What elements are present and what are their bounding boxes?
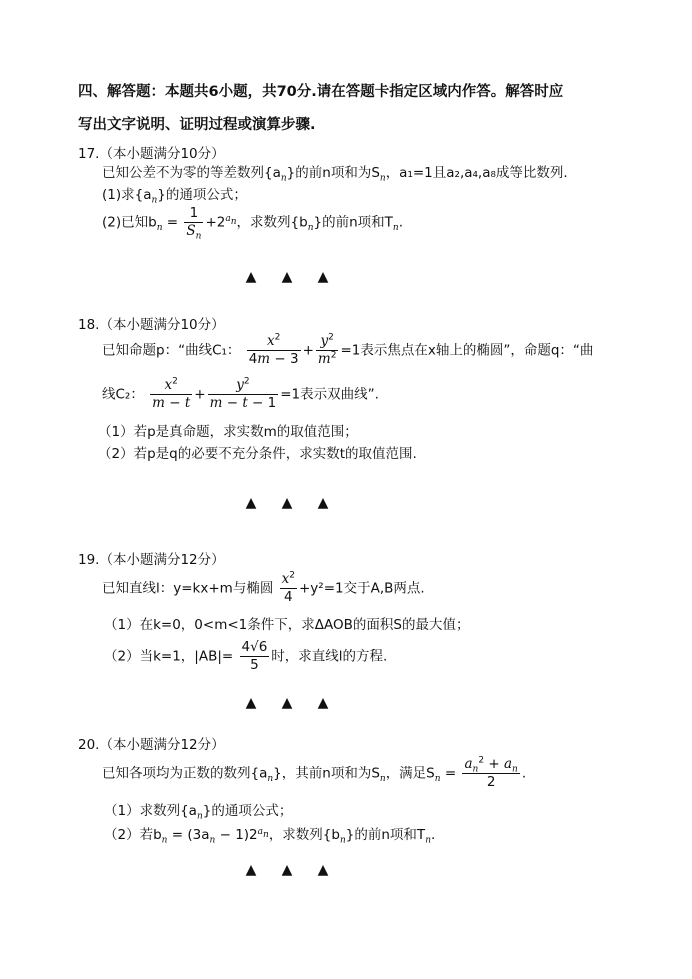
q20-part1: （1）求数列$\{a_n\}$的通项公式；: [104, 803, 293, 822]
q20-line1: 已知各项均为正数的数列$\{a_n\}$，其前n项和为$S_n$，满足$S_n$ = $\frac{a_n^2 + a_n}{2}$ .: [102, 755, 527, 790]
triangle-icon: ▲: [281, 695, 293, 711]
q19-fraction: $\frac{x^2}{4}$: [281, 570, 295, 605]
triangle-icon: ▲: [245, 695, 257, 711]
q20-fraction: $\frac{a_n^2 + a_n}{2}$: [464, 755, 518, 790]
triangle-icon: ▲: [281, 862, 293, 878]
q19-fraction-ab: $\frac{4√6}{5}$: [241, 639, 268, 673]
q17-part1-tail: }的通项公式；: [157, 187, 247, 203]
q17-stem-text: 已知公差不为零的等差数列{a: [102, 165, 281, 181]
q18-line1-tail: =1表示焦点在x轴上的椭圆”，命题q：“曲: [340, 342, 594, 359]
q20-part1-tail: }的通项公式；: [202, 803, 293, 819]
triangle-icon: ▲: [281, 495, 293, 511]
section-heading-line2: 写出文字说明、证明过程或演算步骤.: [78, 117, 316, 133]
q18-part1: （1）若p是真命题，求实数m的取值范围；: [98, 424, 358, 440]
q20-part2-e: }的前n项和T: [345, 827, 426, 843]
q17-part1: (1)求$\{a_n\}$的通项公式；: [102, 187, 247, 206]
q17-fraction: $\frac{1}{S_n}$: [186, 205, 202, 242]
q20-line1-cond: ，满足S: [385, 765, 435, 782]
q19-separator: [233, 695, 341, 711]
q19-part2-text: （2）当k=1，|AB|=: [104, 648, 234, 665]
q18-fraction-y: $\frac{y^2}{m^2}$: [317, 332, 337, 367]
q17-part2: (2)已知$b_n$ = $\frac{1}{S_n}$ $+2^{a_n}$，求数列$\{b_n\}$的前n项和$T_n$.: [102, 205, 403, 242]
q18-line1: 已知命题p：“曲线C₁： $\frac{x^2}{4m - 3}$ + $\frac{y^2}{m^2}$ =1表示焦点在x轴上的椭圆”，命题q：“曲: [102, 332, 594, 367]
q20-part1-text: （1）求数列{a: [104, 803, 197, 819]
q18-line2-text: 线C₂：: [102, 386, 144, 403]
q18-line2-tail: =1表示双曲线”.: [280, 386, 379, 403]
q20-part2-b: = (3a: [167, 827, 210, 843]
q18-fraction-y2: $\frac{y^2}{m - t - 1}$: [209, 376, 277, 411]
triangle-icon: ▲: [245, 495, 257, 511]
q17-part2-end: .: [398, 214, 403, 231]
q18-part2: （2）若p是q的必要不充分条件，求实数t的取值范围.: [98, 446, 417, 462]
q20-header: 20.（本小题满分12分）: [78, 737, 225, 753]
q17-part2-mid: ，求数列{b: [236, 214, 308, 231]
triangle-icon: ▲: [317, 862, 329, 878]
triangle-icon: ▲: [317, 495, 329, 511]
q17-part2-text: (2)已知b: [102, 214, 157, 231]
q17-part1-text: (1)求{a: [102, 187, 152, 203]
q19-line1-text: 已知直线l：y=kx+m与椭圆: [102, 580, 274, 597]
q18-fraction-x: $\frac{x^2}{4m - 3}$: [248, 332, 299, 367]
q17-stem-tail: }的前n项和为S: [286, 165, 380, 181]
q17-separator: [233, 269, 341, 285]
q20-separator: [233, 862, 341, 878]
q20-line1-eq: =: [440, 765, 461, 782]
q18-separator: [233, 495, 341, 511]
q17-header: 17.（本小题满分10分）: [78, 146, 225, 162]
q20-line1-mid: }，其前n项和为S: [273, 765, 380, 782]
section-heading-line1: 四、解答题：本题共6小题，共70分.请在答题卡指定区域内作答。解答时应: [78, 84, 564, 100]
q20-part2-end: .: [430, 827, 436, 843]
q18-line2: 线C₂： $\frac{x^2}{m - t}$ + $\frac{y^2}{m - t - 1}$ =1表示双曲线”.: [102, 376, 379, 411]
q17-part2-tail: }的前n项和T: [313, 214, 393, 231]
triangle-icon: ▲: [245, 862, 257, 878]
q18-line1-text: 已知命题p：“曲线C₁：: [102, 342, 241, 359]
q19-part2-tail: 时，求直线l的方程.: [271, 648, 388, 665]
triangle-icon: ▲: [281, 269, 293, 285]
q20-part2-d: ，求数列{b: [268, 827, 340, 843]
q17-condition: ，a₁=1且a₂,a₄,a₈成等比数列.: [385, 165, 568, 181]
triangle-icon: ▲: [317, 695, 329, 711]
triangle-icon: ▲: [317, 269, 329, 285]
q20-part2-text: （2）若b: [104, 827, 162, 843]
q20-part2-c: − 1)2: [215, 827, 258, 843]
q19-part2: [104, 640, 387, 673]
q19-header: 19.（本小题满分12分）: [78, 552, 225, 568]
triangle-icon: ▲: [245, 269, 257, 285]
q17-stem: 已知公差不为零的等差数列$\{a_n\}$的前n项和为$S_n$，a₁=1且a₂,a₄,a₈成等比数列.: [102, 165, 568, 184]
q18-header: 18.（本小题满分10分）: [78, 317, 225, 333]
q20-line1-text: 已知各项均为正数的数列{a: [102, 765, 268, 782]
q18-fraction-x2: $\frac{x^2}{m - t}$: [152, 376, 191, 411]
q19-line1: [102, 572, 425, 605]
q19-part1: （1）在k=0，0<m<1条件下，求ΔAOB的面积S的最大值；: [104, 617, 470, 633]
q19-line1-tail: +y²=1交于A,B两点.: [298, 580, 425, 597]
q20-part2: （2）若$b_n = (3a_n - 1)2^{a_n}$，求数列$\{b_n\}$的前n项和$T_n$.: [104, 826, 436, 846]
